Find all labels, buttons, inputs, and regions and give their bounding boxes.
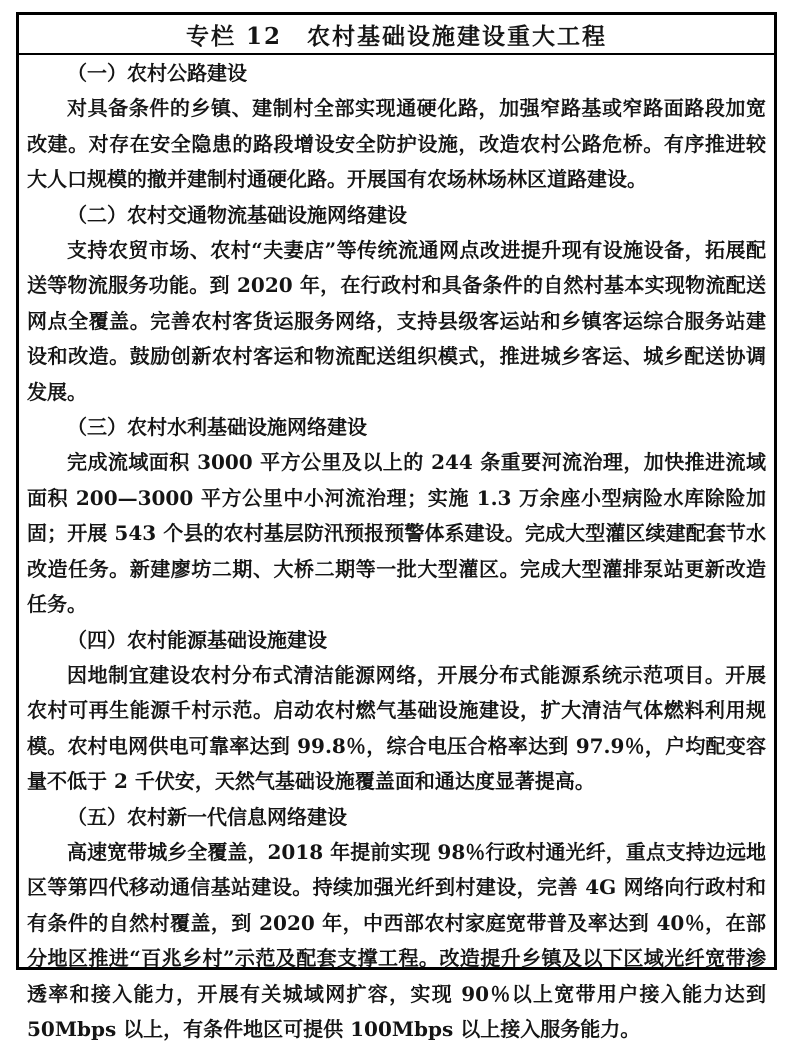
section-heading: （二）农村交通物流基础设施网络建设 [67,202,407,227]
document-section [27,800,766,1047]
section-paragraph: 因地制宜建设农村分布式清洁能源网络，开展分布式能源系统示范项目。开展农村可再生能源千村示范。启动农村燃气基础设施建设，扩大清洁气体燃料利用规模。农村电网供电可靠率达到 99.8％，综合电压合格率达到 97.9％，户均配变容量不低于 2 千伏安，天然气基础设施覆盖面和通达度显著提高。 [27,662,766,794]
section-heading: （五）农村新一代信息网络建设 [67,804,347,829]
document-section [27,56,766,198]
document-panel [16,12,777,1041]
panel-body [19,55,774,1047]
section-heading: （四）农村能源基础设施建设 [67,627,327,652]
section-paragraph: 完成流域面积 3000 平方公里及以上的 244 条重要河流治理，加快推进流域面积 200—3000 平方公里中小河流治理；实施 1.3 万余座小型病险水库除险加固；开展 543 个县的农村基层防汛预报预警体系建设。完成大型灌区续建配套节水改造任务。新建廖坊二期、大桥二期等一批大型灌区。完成大型灌排泵站更新改造任务。 [27,450,766,617]
panel-title-bar [19,15,774,55]
section-paragraph: 支持农贸市场、农村“夫妻店”等传统流通网点改进提升现有设施设备，拓展配送等物流服务功能。到 2020 年，在行政村和具备条件的自然村基本实现物流配送网点全覆盖。完善农村客货运服务网络，支持县级客运站和乡镇客运综合服务站建设和改造。鼓励创新农村客运和物流配送组织模式，推进城乡客运、城乡配送协调发展。 [27,238,766,404]
section-paragraph: 对具备条件的乡镇、建制村全部实现通硬化路，加强窄路基或窄路面路段加宽改建。对存在安全隐患的路段增设安全防护设施，改造农村公路危桥。有序推进较大人口规模的撤并建制村通硬化路。开展国有农场林场林区道路建设。 [27,96,766,192]
section-paragraph: 高速宽带城乡全覆盖，2018 年提前实现 98％行政村通光纤，重点支持边远地区等第四代移动通信基站建设。持续加强光纤到村建设，完善 4G 网络向行政村和有条件的自然村覆盖，到 2020 年，中西部农村家庭宽带普及率达到 40％，在部分地区推进“百兆乡村”示范及配套支撑工程。改造提升乡镇及以下区域光纤宽带渗透率和接入能力，开展有关城域网扩容，实现 90％以上宽带用户接入能力达到 50Mbps 以上，有条件地区可提供 100Mbps 以上接入服务能力。 [27,839,766,1041]
section-heading: （三）农村水利基础设施网络建设 [67,415,367,440]
document-section [27,198,766,410]
document-section [27,410,766,622]
section-heading: （一）农村公路建设 [67,61,247,85]
panel-title: 专栏 12 农村基础设施建设重大工程 [185,22,607,50]
document-section [27,623,766,800]
